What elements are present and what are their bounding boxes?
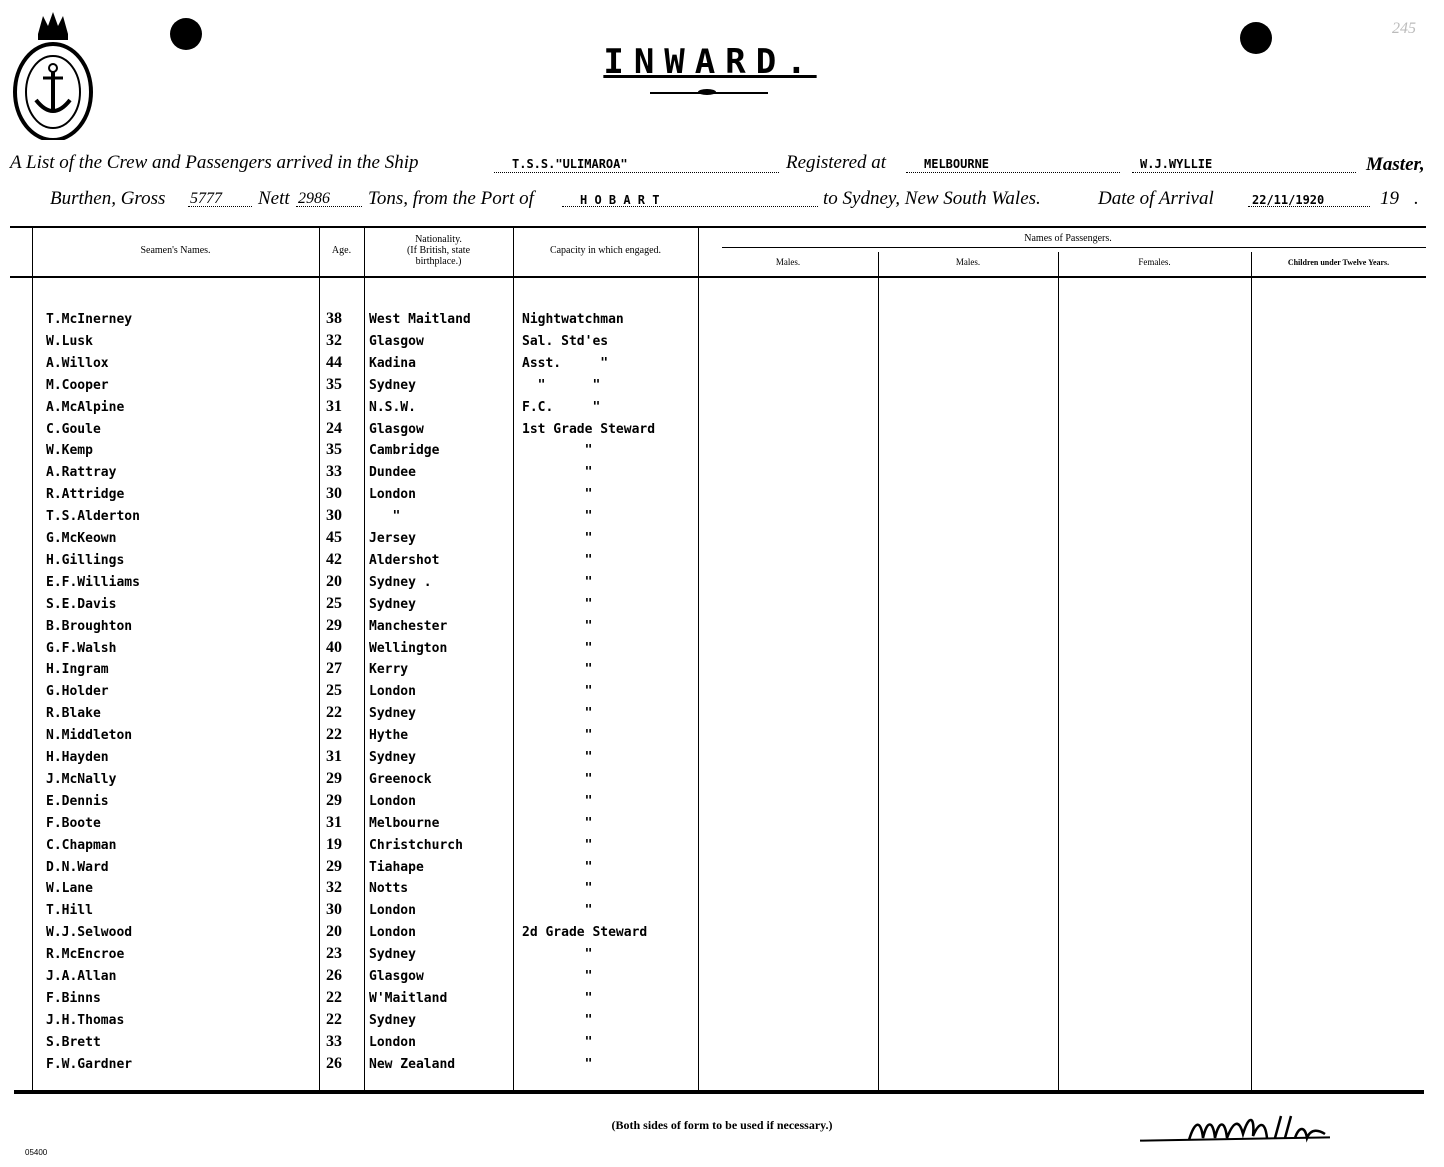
crew-capacity: " [522,619,593,634]
crew-row [0,903,1444,923]
crew-age: 38 [326,310,342,327]
crew-age: 31 [326,814,342,831]
crew-age: 30 [326,507,342,524]
crew-row [0,991,1444,1011]
crew-nationality: Manchester [369,619,448,634]
crew-age: 27 [326,660,342,677]
crew-name: C.Chapman [46,838,117,853]
crew-nationality: Sydney [369,947,416,962]
footer-note: (Both sides of form to be used if necessary.) [611,1118,833,1132]
crew-row [0,553,1444,573]
tons-label: Tons, from the Port of [368,188,534,209]
master-signature [1185,1112,1335,1154]
col-header-females: Females. [1138,257,1171,267]
gross-dotline [188,206,252,207]
crew-row [0,881,1444,901]
crew-age: 26 [326,967,342,984]
crew-name: E.F.Williams [46,575,140,590]
crew-row [0,531,1444,551]
header-period: . [1414,188,1419,209]
crew-capacity: " [522,641,593,656]
crew-nationality: Hythe [369,728,409,743]
crew-name: D.N.Ward [46,860,109,875]
crew-nationality: Tiahape [369,860,424,875]
crew-row [0,860,1444,880]
crew-nationality: London [369,684,416,699]
crew-row [0,947,1444,967]
crew-name: E.Dennis [46,794,109,809]
col-header-passengers: Names of Passengers. [1024,233,1112,244]
crew-nationality: London [369,1035,416,1050]
table-top-rule [10,226,1426,228]
col-header-nationality-title: Nationality. [415,234,462,245]
crew-nationality: New Zealand [369,1057,456,1072]
crew-capacity: " [522,575,593,590]
date-dotline [1248,206,1370,207]
crew-age: 22 [326,704,342,721]
crew-row [0,575,1444,595]
crew-name: A.McAlpine [46,400,125,415]
crew-capacity: " [522,553,593,568]
crew-nationality: Kerry [369,662,409,677]
crew-name: J.H.Thomas [46,1013,125,1028]
crew-age: 25 [326,595,342,612]
crew-name: T.McInerney [46,312,133,327]
crew-row [0,378,1444,398]
crew-name: G.F.Walsh [46,641,117,656]
crew-name: B.Broughton [46,619,133,634]
col-header-males-2: Males. [955,257,981,267]
registered-dotline [906,172,1120,173]
col-header-nationality-sub: (If British, state birthplace.) [406,245,471,267]
crew-row [0,465,1444,485]
crew-name: A.Willox [46,356,109,371]
signature-icon [1185,1112,1335,1146]
crew-nationality: Kadina [369,356,416,371]
crew-capacity: " [522,881,593,896]
crew-name: W.Lane [46,881,93,896]
crew-nationality: London [369,487,416,502]
crew-nationality: Greenock [369,772,432,787]
crew-age: 26 [326,1055,342,1072]
crew-row [0,400,1444,420]
crew-age: 31 [326,398,342,415]
crew-row [0,816,1444,836]
ship-dotline [494,172,779,173]
crew-name: R.Blake [46,706,101,721]
crew-name: F.Binns [46,991,101,1006]
crew-age: 44 [326,354,342,371]
crew-age: 30 [326,901,342,918]
crew-name: G.Holder [46,684,109,699]
crew-capacity: " [522,1057,593,1072]
crew-row [0,969,1444,989]
crew-row [0,794,1444,814]
crew-capacity: " [522,531,593,546]
crew-nationality: Dundee [369,465,416,480]
crew-age: 35 [326,376,342,393]
crew-name: W.Kemp [46,443,93,458]
crew-name: C.Goule [46,422,101,437]
crew-name: G.McKeown [46,531,117,546]
crew-age: 35 [326,441,342,458]
master-label: Master, [1366,154,1425,175]
crew-capacity: 1st Grade Steward [522,422,656,437]
punch-hole-right [1240,22,1272,54]
crew-age: 33 [326,1033,342,1050]
crew-row [0,597,1444,617]
crew-age: 29 [326,617,342,634]
crew-row [0,422,1444,442]
year-suffix: 19 [1380,188,1399,209]
crew-name: A.Rattray [46,465,117,480]
crew-capacity: " [522,750,593,765]
crew-capacity: " [522,509,593,524]
crew-name: F.Boote [46,816,101,831]
crew-capacity: " [522,772,593,787]
page-title: INWARD. [603,42,817,82]
table-bottom-rule [14,1090,1424,1094]
registered-label: Registered at [786,152,887,173]
crew-name: R.Attridge [46,487,125,502]
crew-capacity: Sal. Std'es [522,334,609,349]
crew-name: S.Brett [46,1035,101,1050]
crew-row [0,662,1444,682]
crew-nationality: Sydney [369,597,416,612]
crew-nationality: London [369,925,416,940]
crew-capacity: " [522,706,593,721]
crew-age: 40 [326,639,342,656]
port-dotline [562,206,818,207]
crew-age: 29 [326,770,342,787]
registered-port: MELBOURNE [924,157,990,171]
crew-capacity: " [522,947,593,962]
crew-capacity: " [522,794,593,809]
crew-row [0,443,1444,463]
crew-nationality: Glasgow [369,969,424,984]
crew-nationality: Aldershot [369,553,440,568]
crew-name: F.W.Gardner [46,1057,133,1072]
crew-row [0,509,1444,529]
col-header-age: Age. [331,245,352,256]
ship-name: T.S.S."ULIMAROA" [512,157,628,171]
crew-age: 22 [326,1011,342,1028]
crew-nationality: Sydney [369,706,416,721]
crew-row [0,334,1444,354]
crew-row [0,838,1444,858]
crew-row [0,487,1444,507]
crew-capacity: " [522,487,593,502]
crew-nationality: Sydney [369,1013,416,1028]
crew-name: H.Gillings [46,553,125,568]
crew-capacity: " [522,903,593,918]
arrival-date: 22/11/1920 [1252,193,1325,207]
master-name: W.J.WYLLIE [1140,157,1213,171]
crew-nationality: London [369,903,416,918]
anchor-crest-icon [10,4,96,140]
crew-row [0,728,1444,748]
crew-name: H.Ingram [46,662,109,677]
crew-capacity: " [522,597,593,612]
crew-nationality: Glasgow [369,334,424,349]
crew-nationality: Sydney [369,378,416,393]
crew-row [0,1035,1444,1055]
crew-name: S.E.Davis [46,597,117,612]
crew-capacity: " [522,728,593,743]
crew-nationality: London [369,794,416,809]
crew-name: J.A.Allan [46,969,117,984]
crew-nationality: Sydney [369,750,416,765]
crew-age: 29 [326,858,342,875]
nett-dotline [296,206,362,207]
title-ornament [650,92,768,98]
crew-row [0,684,1444,704]
col-header-names: Seamen's Names. [140,245,211,256]
nett-label: Nett [258,188,290,209]
crew-nationality: Sydney . [369,575,432,590]
crew-age: 32 [326,332,342,349]
passengers-rule [722,247,1426,248]
col-header-children: Children under Twelve Years. [1287,258,1390,267]
col-header-males-1: Males. [775,257,801,267]
to-label: to Sydney, New South Wales. [823,188,1041,209]
nett-value: 2986 [298,190,330,207]
crew-name: T.S.Alderton [46,509,140,524]
crew-nationality: Glasgow [369,422,424,437]
crew-row [0,356,1444,376]
crew-capacity: " [522,860,593,875]
crew-nationality: Jersey [369,531,416,546]
col-header-nationality [364,234,513,267]
crew-age: 45 [326,529,342,546]
crew-name: T.Hill [46,903,93,918]
crew-name: W.J.Selwood [46,925,133,940]
crew-capacity: " [522,1013,593,1028]
burthen-label: Burthen, Gross [50,188,166,209]
crew-nationality: N.S.W. [369,400,416,415]
crew-capacity: " [522,838,593,853]
crew-row [0,772,1444,792]
crew-row [0,619,1444,639]
crew-row [0,312,1444,332]
crew-age: 20 [326,573,342,590]
crew-capacity: " [522,991,593,1006]
crew-capacity: Asst. " [522,356,609,371]
crew-nationality: Christchurch [369,838,463,853]
crew-capacity: F.C. " [522,400,601,415]
crew-age: 19 [326,836,342,853]
crew-nationality: West Maitland [369,312,471,327]
crew-capacity: Nightwatchman [522,312,624,327]
punch-hole-left [170,18,202,50]
crew-nationality: Notts [369,881,409,896]
crew-age: 25 [326,682,342,699]
crew-nationality: Cambridge [369,443,440,458]
crew-age: 32 [326,879,342,896]
crew-age: 33 [326,463,342,480]
crew-capacity: " [522,465,593,480]
form-number: 05400 [25,1148,48,1157]
col-header-capacity: Capacity in which engaged. [549,245,662,256]
crew-age: 31 [326,748,342,765]
crew-capacity: " [522,662,593,677]
crew-age: 20 [326,923,342,940]
crew-age: 29 [326,792,342,809]
table-header-rule [10,276,1426,278]
from-port: H O B A R T [580,193,660,207]
crew-row [0,1057,1444,1077]
crew-age: 42 [326,551,342,568]
master-dotline [1132,172,1356,173]
date-label: Date of Arrival [1098,188,1214,209]
crew-capacity: " " [522,378,601,393]
gross-value: 5777 [190,190,222,207]
crew-name: N.Middleton [46,728,133,743]
crew-capacity: " [522,969,593,984]
crew-nationality: Wellington [369,641,448,656]
crew-age: 22 [326,726,342,743]
crew-nationality: W'Maitland [369,991,448,1006]
crew-row [0,1013,1444,1033]
crew-age: 30 [326,485,342,502]
crew-nationality: " [369,509,401,524]
shipping-master-emblem [10,4,96,140]
crew-age: 23 [326,945,342,962]
crew-row [0,706,1444,726]
crew-capacity: " [522,443,593,458]
crew-name: M.Cooper [46,378,109,393]
crew-capacity: " [522,684,593,699]
crew-age: 22 [326,989,342,1006]
crew-capacity: " [522,1035,593,1050]
crew-nationality: Melbourne [369,816,440,831]
crew-name: J.McNally [46,772,117,787]
crew-capacity: " [522,816,593,831]
crew-capacity: 2d Grade Steward [522,925,648,940]
crew-name: W.Lusk [46,334,93,349]
crew-row [0,925,1444,945]
page-number: 245 [1392,20,1416,37]
crew-age: 24 [326,420,342,437]
header-line1-prefix: A List of the Crew and Passengers arrived in the Ship [10,152,419,173]
crew-name: H.Hayden [46,750,109,765]
crew-name: R.McEncroe [46,947,125,962]
crew-row [0,641,1444,661]
crew-row [0,750,1444,770]
